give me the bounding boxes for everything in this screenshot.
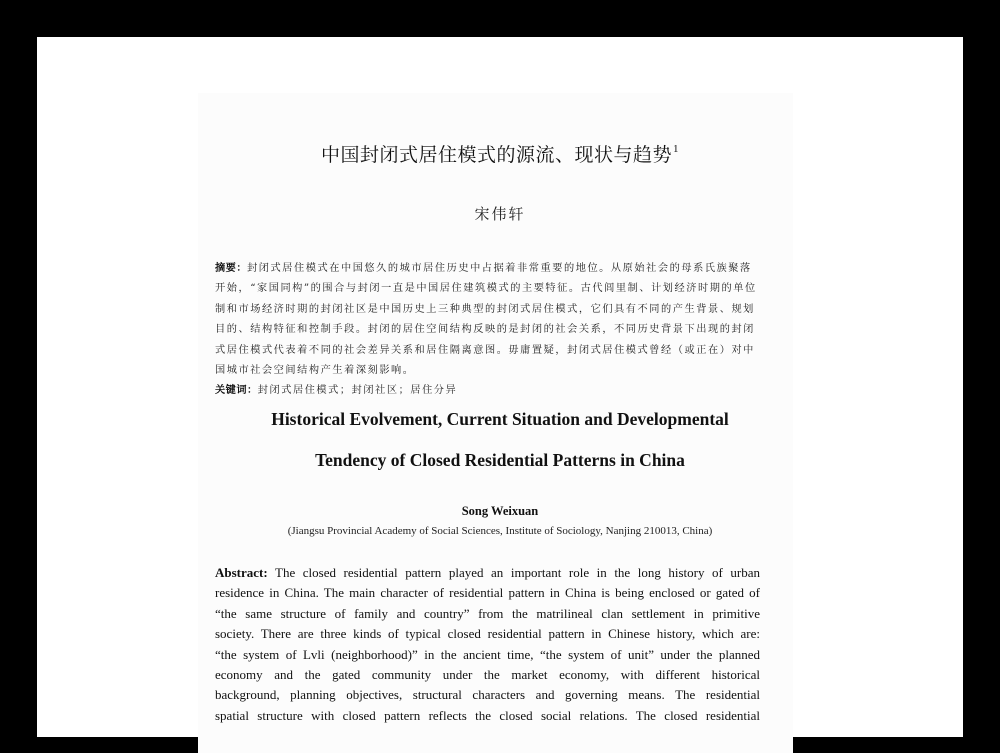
chinese-abstract-line: 开始，“家国同构”的围合与封闭一直是中国居住建筑模式的主要特征。古代闾里制、计划经济时期的单位 [215, 283, 757, 295]
chinese-abstract [215, 259, 763, 402]
english-abstract-line: economy and the gated community under the market economy, with different historical [215, 666, 760, 682]
chinese-author: 宋伟轩 [474, 205, 526, 223]
chinese-abstract-label: 摘要： [215, 263, 248, 274]
english-author: Song Weixuan [461, 504, 539, 518]
english-abstract-line: residence in China. The main character of residential pattern in China is being enclosed or gated of [215, 585, 760, 601]
chinese-abstract-text: 封闭式居住模式在中国悠久的城市居住历史中占据着非常重要的地位。从原始社会的母系氏族聚落 [247, 263, 752, 274]
chinese-abstract-line: 目的、结构特征和控制手段。封闭的居住空间结构反映的是封闭的社会关系，不同历史背景下出现的封闭 [215, 324, 755, 336]
english-abstract-line: spatial structure with closed pattern reflects the closed social relations. The closed residential [215, 707, 760, 723]
chinese-keywords-label: 关键词： [215, 385, 258, 397]
chinese-abstract-line [215, 259, 763, 279]
english-abstract-text: The closed residential pattern played an important role in the long history of urban [267, 565, 760, 580]
chinese-abstract-line: 国城市社会空间结构产生着深刻影响。 [215, 365, 415, 377]
footnote-mark: 1 [673, 143, 679, 155]
english-abstract-line: society. There are three kinds of typical closed residential pattern in Chinese history, which are: [215, 626, 760, 642]
english-abstract-line [215, 563, 760, 583]
chinese-keywords [215, 381, 763, 401]
english-title-line-2: Tendency of Closed Residential Patterns in China [315, 450, 685, 470]
english-abstract-line: “the same structure of family and country” from the matrilineal clan settlement in primitive [215, 605, 760, 621]
chinese-abstract-line: 式居住模式代表着不同的社会差异关系和居住隔离意图。毋庸置疑，封闭式居住模式曾经（或正在）对中 [215, 344, 755, 356]
english-affiliation: (Jiangsu Provincial Academy of Social Sciences, Institute of Sociology, Nanjing 210013, China) [287, 525, 713, 537]
chinese-keywords-text: 封闭式居住模式；封闭社区；居住分异 [257, 385, 458, 397]
chinese-abstract-line: 制和市场经济时期的封闭社区是中国历史上三种典型的封闭式居住模式，它们具有不同的产生背景、规划 [215, 303, 755, 315]
english-abstract-line: background, planning objectives, structural characters and governing means. The residential [215, 687, 760, 703]
english-abstract-label: Abstract: [215, 565, 268, 580]
english-abstract-line: “the system of Lvli (neighborhood)” in the ancient time, “the system of unit” under the planned [215, 646, 760, 662]
english-abstract [215, 563, 760, 726]
document-page [37, 37, 963, 737]
english-title-line-1: Historical Evolvement, Current Situation and Developmental [271, 409, 729, 429]
chinese-title-text: 中国封闭式居住模式的源流、现状与趋势 [320, 144, 672, 166]
chinese-title [37, 140, 963, 167]
